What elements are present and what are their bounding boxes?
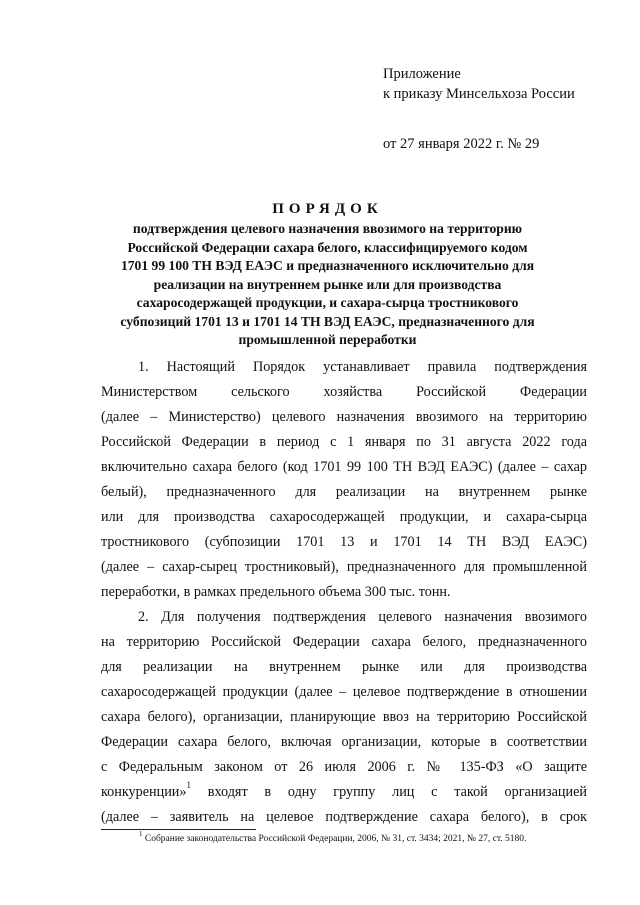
document-body [101, 355, 587, 830]
title-line: промышленной переработки [238, 332, 417, 347]
text-line: 1. Настоящий Порядок устанавливает правила подтверждения [138, 359, 587, 375]
text-line: переработки, в рамках предельного объема 300 тыс. тонн. [101, 584, 451, 600]
attachment-label: Приложение [383, 66, 461, 82]
text-line: 2. Для получения подтверждения целевого назначения ввозимого [138, 609, 587, 625]
text-line: Российской Федерации в период с 1 января по 31 августа 2022 года [101, 434, 587, 450]
title-line: субпозиций 1701 13 и 1701 14 ТН ВЭД ЕАЭС, предназначенного для [120, 313, 535, 329]
footnote-mark: 1 [139, 829, 143, 838]
text-line: для реализации на внутреннем рынке или для производства [101, 659, 587, 675]
document-title [100, 199, 555, 350]
footnote [139, 829, 527, 845]
text-line: включительно сахара белого (код 1701 99 100 ТН ВЭД ЕАЭС) (далее – сахар [101, 459, 587, 475]
text-line: (далее – Министерство) целевого назначения ввозимого на территорию [101, 409, 587, 425]
title-subheading [100, 220, 555, 350]
footnote-divider [101, 829, 256, 830]
text-line: (далее – сахар-сырец тростниковый), предназначенного для промышленной [101, 559, 587, 575]
text-line: сахара белого), организации, планирующие ввоз на территорию Российской [101, 709, 587, 725]
attachment-order-ref: к приказу Минсельхоза России [383, 86, 575, 102]
text-line: (далее – заявитель на целевое подтверждение сахара белого), в срок [101, 809, 587, 825]
footnote-reference[interactable]: 1 [186, 780, 191, 791]
text-line: Федерации сахара белого, включая организации, которые в соответствии [101, 734, 587, 750]
text-line: белый), предназначенного для реализации на внутреннем рынке [101, 484, 587, 500]
title-line: подтверждения целевого назначения ввозимого на территорию [132, 221, 523, 236]
title-line: 1701 99 100 ТН ВЭД ЕАЭС и предназначенного исключительно для [120, 258, 535, 273]
attachment-date: от 27 января 2022 г. № 29 [383, 136, 540, 152]
footnote-text: Собрание законодательства Российской Федерации, 2006, № 31, ст. 3434; 2021, № 27, ст. 5180. [144, 834, 527, 844]
text-line: с Федеральным законом от 26 июля 2006 г. № 135-ФЗ «О защите [101, 759, 587, 775]
paragraph-2 [101, 605, 587, 830]
text-line: сахаросодержащей продукции (далее – целевое подтверждение в отношении [101, 684, 587, 700]
text-line-with-footnote [101, 780, 587, 805]
title-line: сахаросодержащей продукции, и сахара-сырца тростникового [136, 295, 519, 310]
title-heading: ПОРЯДОК [272, 201, 383, 217]
text-segment: входят в одну группу лиц с такой организацией [207, 784, 588, 800]
attachment-header [383, 64, 575, 154]
text-line: на территорию Российской Федерации сахара белого, предназначенного [101, 634, 587, 650]
text-line: или для производства сахаросодержащей продукции, и сахара-сырца [101, 509, 587, 525]
title-line: реализации на внутреннем рынке или для производства [153, 276, 502, 292]
text-segment: конкуренции» [101, 784, 187, 800]
text-line: тростникового (субпозиции 1701 13 и 1701 14 ТН ВЭД ЕАЭС) [101, 534, 587, 550]
title-line: Российской Федерации сахара белого, классифицируемого кодом [127, 239, 528, 255]
paragraph-1 [101, 355, 587, 605]
text-line: Министерством сельского хозяйства Российской Федерации [101, 384, 587, 400]
